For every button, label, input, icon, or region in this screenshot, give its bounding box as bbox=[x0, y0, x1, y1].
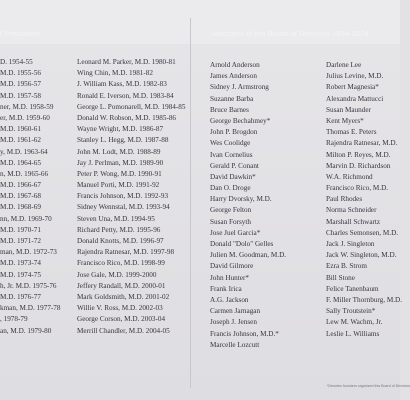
name-entry: Wing Chin, M.D. 1981-82 bbox=[77, 69, 153, 78]
name-entry: Leslie L. Williams bbox=[326, 329, 380, 338]
name-entry: Francisco Rico, M.D. bbox=[326, 184, 389, 193]
name-entry: M.D. 1961-62 bbox=[0, 136, 41, 145]
name-entry: M.D. 1956-57 bbox=[0, 80, 41, 89]
name-entry: Stanley L. Hegg, M.D. 1987-88 bbox=[77, 136, 169, 145]
name-entry: Dan O. Droge bbox=[210, 184, 251, 193]
name-entry: Susan Maunder bbox=[326, 105, 371, 114]
name-entry: Lew M. Wachm, Jr. bbox=[326, 318, 383, 327]
name-entry: John P. Brogdon bbox=[210, 128, 258, 137]
name-entry: Jay J. Perlman, M.D. 1989-90 bbox=[77, 158, 164, 167]
name-entry: Francisco Rico, M.D. 1998-99 bbox=[77, 259, 165, 268]
name-entry: Gerald P. Conant bbox=[210, 161, 259, 170]
name-entry: D. 1954-55 bbox=[0, 58, 33, 66]
name-entry: Bill Stone bbox=[326, 273, 355, 282]
name-entry: George Felton bbox=[210, 206, 252, 215]
name-entry: Richard Petty, M.D. 1995-96 bbox=[77, 225, 161, 234]
name-entry: John Hunter* bbox=[210, 273, 249, 282]
name-entry: Jeffery Randall, M.D. 2000-01 bbox=[77, 281, 166, 290]
name-entry: nn, M.D. 1969-70 bbox=[0, 214, 52, 223]
name-entry: Marshall Schwartz bbox=[326, 217, 381, 226]
name-entry: M.D. 1966-67 bbox=[0, 181, 41, 190]
name-entry: Ezra B. Strom bbox=[326, 262, 367, 271]
name-entry: George Bechahmey* bbox=[210, 116, 271, 125]
name-entry: Marcelle Lozcutt bbox=[210, 340, 260, 349]
name-entry: , 1978-79 bbox=[0, 315, 28, 324]
name-entry: M.D. 1967-68 bbox=[0, 192, 41, 201]
founders-footnote: *Denotes founders organized this Board of Directors bbox=[327, 384, 410, 388]
name-entry: Sidney J. Armstrong bbox=[210, 83, 269, 92]
name-entry: David Dawkin* bbox=[210, 172, 256, 181]
name-entry: Jose Gale, M.D. 1999-2000 bbox=[77, 270, 157, 279]
name-entry: Francis Johnson, M.D.* bbox=[210, 329, 279, 338]
name-entry: Merrill Chandler, M.D. 2004-05 bbox=[77, 326, 170, 335]
name-entry: Donald Knotts, M.D. 1996-97 bbox=[77, 237, 164, 245]
name-entry: Alexandra Mattucci bbox=[326, 94, 384, 103]
name-entry: an, M.D. 1979-80 bbox=[0, 326, 52, 335]
name-entry: James Anderson bbox=[210, 72, 257, 81]
name-entry: M.D. 1968-69 bbox=[0, 203, 41, 212]
name-entry: Joseph J. Jensen bbox=[210, 318, 257, 327]
name-entry: Arnold Anderson bbox=[210, 61, 260, 69]
name-entry: Ivan Cornelius bbox=[210, 150, 253, 159]
name-entry: Paul Rhodes bbox=[326, 195, 363, 204]
name-entry: Thomas E. Peters bbox=[326, 128, 377, 137]
name-entry: y, M.D. 1963-64 bbox=[0, 147, 48, 156]
name-entry: Frank Irica bbox=[210, 284, 242, 293]
name-entry: Willie V. Ross, M.D. 2002-03 bbox=[77, 304, 163, 313]
name-entry: Julius Levine, M.D. bbox=[326, 72, 384, 81]
name-entry: A.G. Jackson bbox=[210, 295, 249, 304]
name-entry: n, M.D. 1965-66 bbox=[0, 169, 49, 178]
presidents-column-1 bbox=[0, 57, 61, 337]
name-entry: Rajendra Ratnesar, M.D. 1997-98 bbox=[77, 248, 175, 257]
name-entry: Harry Dvorsky, M.D. bbox=[210, 195, 272, 204]
name-entry: kman, M.D. 1977-78 bbox=[0, 304, 61, 313]
name-entry: M.D. 1971-72 bbox=[0, 237, 41, 245]
name-entry: M.D. 1970-71 bbox=[0, 225, 41, 234]
name-entry: Donald "Dolo" Gelles bbox=[210, 240, 274, 248]
name-entry: George L. Pomonarell, M.D. 1984-85 bbox=[77, 102, 186, 111]
name-entry: M.D. 1973-74 bbox=[0, 259, 41, 268]
name-entry: M.D. 1957-58 bbox=[0, 91, 41, 100]
name-entry: Peter P. Wong, M.D. 1990-91 bbox=[77, 169, 162, 178]
name-entry: Julien M. Goodman, M.D. bbox=[210, 251, 287, 260]
name-entry: Charles Semonsen, M.D. bbox=[326, 228, 399, 237]
name-entry: George Corson, M.D. 2003-04 bbox=[77, 315, 166, 324]
name-entry: Manuel Porti, M.D. 1991-92 bbox=[77, 181, 160, 190]
name-entry: Donald W. Robson, M.D. 1985-86 bbox=[77, 113, 177, 122]
name-entry: M.D. 1960-61 bbox=[0, 125, 41, 134]
name-entry: John M. Lodt, M.D. 1988-89 bbox=[77, 147, 161, 156]
name-entry: ner, M.D. 1958-59 bbox=[0, 102, 54, 111]
name-entry: M.D. 1964-65 bbox=[0, 158, 41, 167]
name-entry: Norma Schneider bbox=[326, 206, 377, 215]
panel-divider bbox=[190, 18, 191, 388]
name-entry: Kent Myers* bbox=[326, 116, 364, 125]
name-entry: er, M.D. 1959-60 bbox=[0, 113, 50, 122]
name-entry: Marvin D. Richardson bbox=[326, 161, 391, 170]
presidents-title: f Presidents bbox=[0, 29, 41, 38]
name-entry: Milton P. Reyes, M.D. bbox=[326, 150, 391, 159]
name-entry: Leonard M. Parker, M.D. 1980-81 bbox=[77, 58, 176, 66]
board-column-2 bbox=[326, 60, 402, 340]
name-entry: man, M.D. 1972-73 bbox=[0, 248, 57, 257]
name-entry: M.D. 1955-56 bbox=[0, 69, 41, 78]
name-entry: Steven Una, M.D. 1994-95 bbox=[77, 214, 155, 223]
name-entry: Carmen Jarnagan bbox=[210, 307, 261, 316]
name-entry: Jose Juel Garcia* bbox=[210, 228, 261, 237]
name-entry: M.D. 1974-75 bbox=[0, 270, 41, 279]
name-entry: Felice Tanenbaum bbox=[326, 284, 379, 293]
name-entry: Jack W. Singleton, M.D. bbox=[326, 251, 397, 260]
name-entry: Wayne Wright, M.D. 1986-87 bbox=[77, 125, 164, 134]
name-entry: J. William Kass, M.D. 1982-83 bbox=[77, 80, 167, 89]
board-title: Members of the Board of Directors 1954-2004 bbox=[212, 29, 369, 38]
name-entry: F. Miller Thornburg, M.D. bbox=[326, 295, 403, 304]
name-entry: Mark Goldsmith, M.D. 2001-02 bbox=[77, 292, 170, 301]
name-entry: Wes Coolidge bbox=[210, 139, 251, 148]
name-entry: M.D. 1976-77 bbox=[0, 292, 41, 301]
name-entry: Jack J. Singleton bbox=[326, 240, 375, 248]
name-entry: Robert Magnesia* bbox=[326, 83, 379, 92]
name-entry: Sally Troutstein* bbox=[326, 307, 376, 316]
name-entry: Bruce Barnes bbox=[210, 105, 249, 114]
name-entry: Rajendra Ratnesar, M.D. bbox=[326, 139, 398, 148]
name-entry: David Gilmore bbox=[210, 262, 254, 271]
name-entry: Suzanne Barba bbox=[210, 94, 254, 103]
name-entry: Darlene Lee bbox=[326, 61, 362, 69]
board-column-1 bbox=[210, 60, 286, 351]
presidents-column-2 bbox=[77, 57, 185, 337]
name-entry: Susan Forsyth bbox=[210, 217, 251, 226]
name-entry: Francis Johnson, M.D. 1992-93 bbox=[77, 192, 169, 201]
name-entry: W.A. Richmond bbox=[326, 172, 373, 181]
name-entry: Sidney Wennstal, M.D. 1993-94 bbox=[77, 203, 170, 212]
name-entry: Ronald E. Iverson, M.D. 1983-84 bbox=[77, 91, 174, 100]
name-entry: h, Jr. M.D. 1975-76 bbox=[0, 281, 57, 290]
